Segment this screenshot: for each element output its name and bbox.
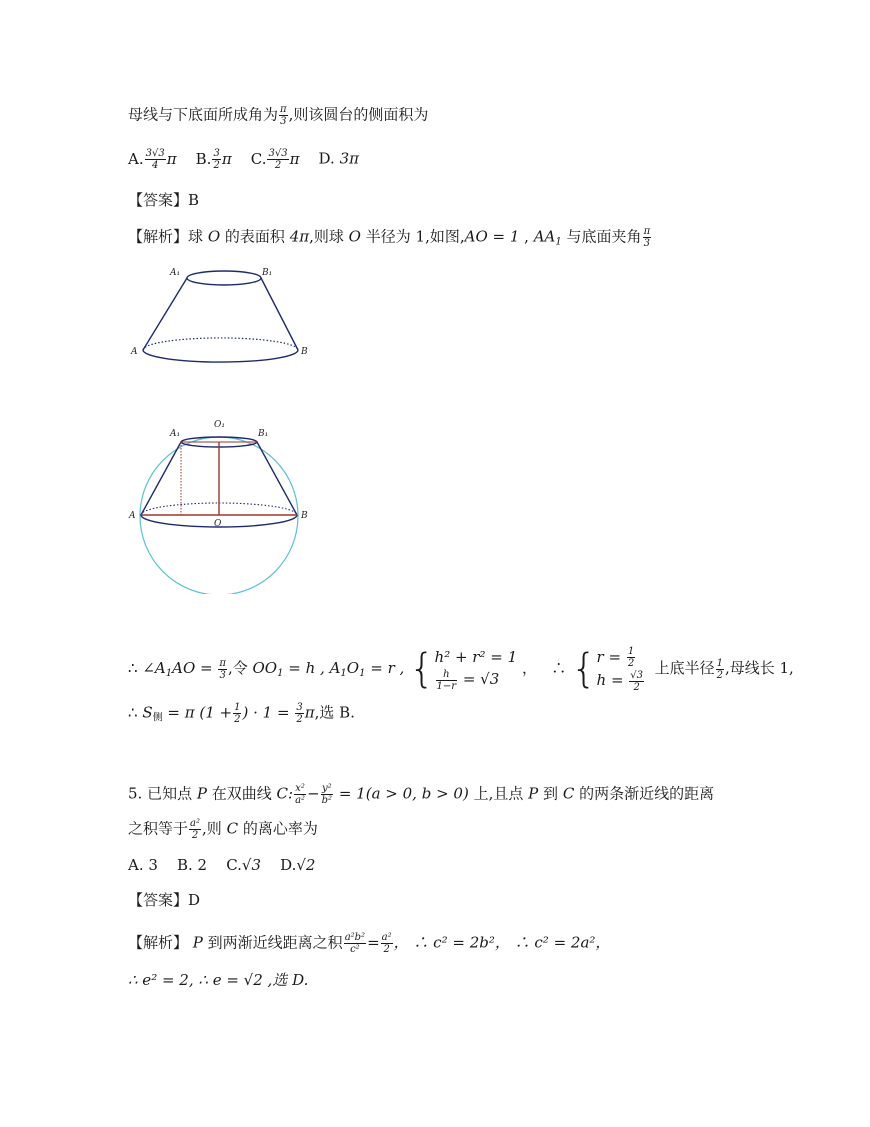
option-b: B. 2 xyxy=(177,856,208,874)
answer-value: B xyxy=(188,191,200,209)
sphere-construction xyxy=(140,437,298,594)
problem4-stem-line xyxy=(128,104,428,127)
problem4-final: ∴ $S_侧 = \pi$ (1 + $\frac{1}{2}$ ) · 1 = $\frac{3}{2}$ π,选 B. xyxy=(128,702,355,725)
system-brace-2: { xyxy=(571,646,597,692)
problem5-analysis: 【解析】 P 到两渐近线距离之积 $\frac{\text{a²b²}}{\text{c²}}$ = $\frac{\text{a²}}{2}$ ， ∴ c² = 2b²， ∴ c² = 2a²， xyxy=(128,932,611,955)
stem-text-suffix: ,则该圆台的侧面积为 xyxy=(288,105,429,124)
problem4-analysis: 【解析】球 O 的表面积 4π,则球 O 半径为 1,如图,AO = 1 , $AA_1$ 与底面夹角 $\frac{\pi}{3}$ xyxy=(128,226,651,249)
label-a: A xyxy=(131,347,138,357)
problem5-stem-line-2: 之积等于 $\frac{\text{a²}}{2}$ ,则 C 的离心率为 xyxy=(128,818,318,841)
problem4-options xyxy=(128,148,359,171)
problem4-answer xyxy=(128,190,199,210)
label-b: B xyxy=(301,511,308,521)
label-b1: B₁ xyxy=(258,429,269,439)
option-a: A. 3 xyxy=(128,856,158,874)
answer-label: 【答案】 xyxy=(128,191,189,209)
label-o1: O₁ xyxy=(214,420,225,430)
stem-text: 母线与下底面所成角为 xyxy=(128,105,279,124)
analysis-label: 【解析】 xyxy=(128,227,189,246)
problem5-final: ∴ e² = 2, ∴ e = √2 ,选 D. xyxy=(128,971,309,989)
label-o: O xyxy=(214,519,222,529)
answer-label: 【答案】 xyxy=(128,891,189,909)
answer-value: D xyxy=(188,891,201,909)
label-a1: A₁ xyxy=(170,268,181,278)
problem5-stem-line-1: 5. 已知点 P 在双曲线 C: $\frac{\text{x²}}{\text{a²}}$ − $\frac{\text{y²}}{\text{b²}}$ = 1(a > 0, b > 0) 上,且点 P 到 C 的两条渐近线的距离 xyxy=(128,783,715,806)
analysis-label: 【解析】 xyxy=(128,933,189,952)
option-c: C. $\frac{3√3}{2}$ π xyxy=(250,148,300,171)
problem5-options xyxy=(128,855,315,875)
equation-system-2: r = $\frac{1}{2}$ h = $\frac{√3}{2}$ xyxy=(596,646,644,693)
label-a: A xyxy=(129,511,136,521)
option-a: A. $\frac{3√3}{4}$ π xyxy=(128,148,177,171)
problem4-derivation: ∴ $\angle A_1AO$ = $\frac{\pi}{3}$ ,令 $OO_1 = h$ , $A_1O_1 = r$ , { h² + r² = 1 $\frac{h}{1-r}$ = √3 ， ∴ { r = $\frac{1}{2}$ h = $\frac{√3}{2}$ 上底半径 $\frac{1}{2}$ ,母线长 1, xyxy=(128,646,794,693)
equation-system-1: h² + r² = 1 $\frac{h}{1-r}$ = √3 xyxy=(434,648,518,692)
option-d: D. 3π xyxy=(318,149,359,168)
option-c: C.√3 xyxy=(226,856,262,874)
system-brace-1: { xyxy=(409,646,435,692)
frustum-in-sphere-figure xyxy=(126,414,326,594)
label-b1: B₁ xyxy=(262,268,273,278)
problem5-answer xyxy=(128,890,200,910)
option-b: B. $\frac{3}{2}$ π xyxy=(195,148,232,171)
angle-fraction: $\frac{\pi}{3}$ xyxy=(280,104,287,127)
label-b: B xyxy=(301,347,308,357)
option-d: D.√2 xyxy=(280,856,316,874)
frustum-shape xyxy=(143,271,298,362)
label-a1: A₁ xyxy=(170,429,181,439)
frustum-figure xyxy=(128,262,318,372)
